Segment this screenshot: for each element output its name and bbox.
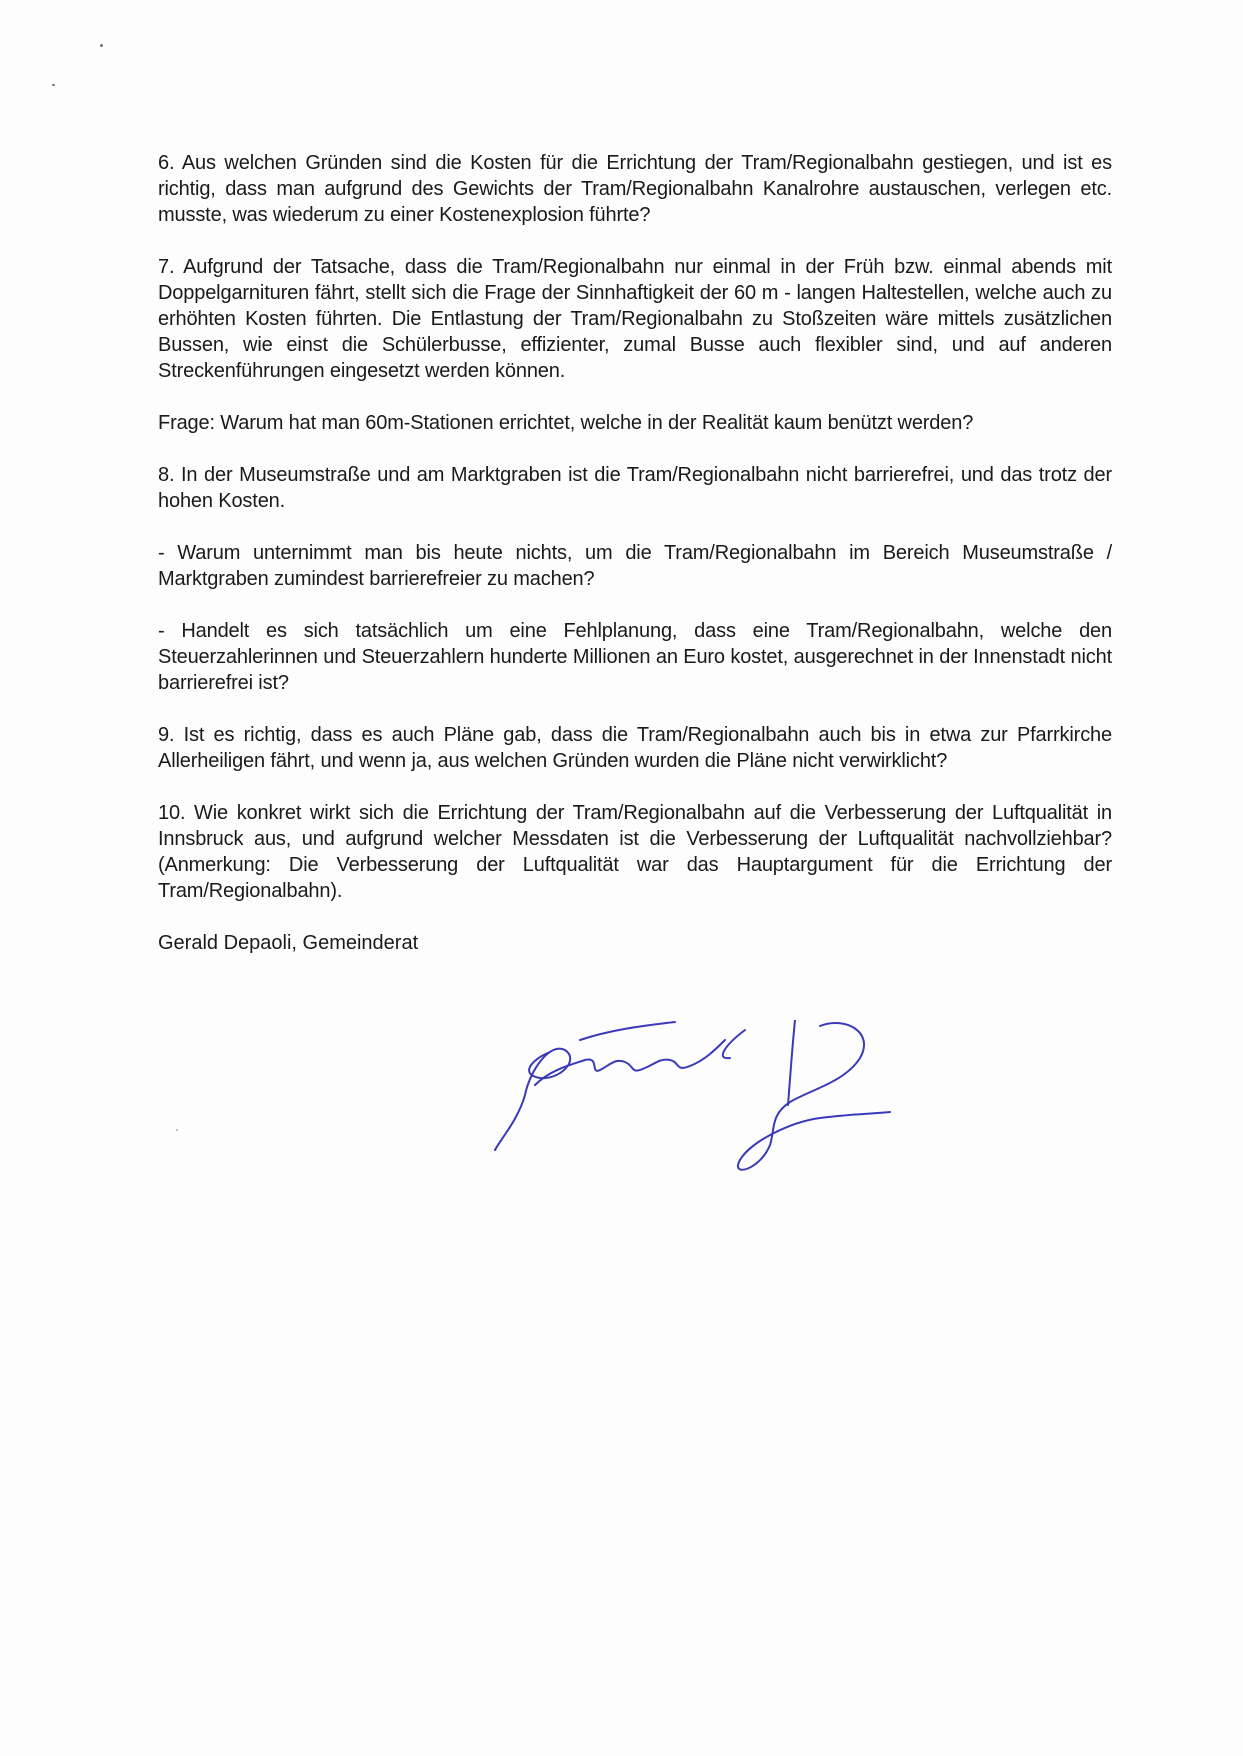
scan-speck [176, 1129, 178, 1131]
question-8: 8. In der Museumstraße und am Marktgraben ist die Tram/Regionalbahn nicht barrierefrei, und das trotz der hohen Kosten. [158, 464, 1112, 512]
question-6: 6. Aus welchen Gründen sind die Kosten für die Errichtung der Tram/Regionalbahn gestiegen, und ist es richtig, dass man aufgrund des Gewichts der Tram/Regionalbahn Kanalrohre austauschen, verlegen etc. musste, was wiederum zu einer Kostenexplosion führte? [158, 152, 1112, 226]
handwritten-signature-icon [490, 1020, 950, 1180]
question-7: 7. Aufgrund der Tatsache, dass die Tram/Regionalbahn nur einmal in der Früh bzw. einmal abends mit Doppelgarnituren fährt, stellt sich die Frage der Sinnhaftigkeit der 60 m - langen Haltestellen, welche auch zu erhöhten Kosten führten. Die Entlastung der Tram/Regionalbahn zu Stoßzeiten wäre mittels zusätzlichen Bussen, wie einst die Schülerbusse, effizienter, zumal Busse auch flexibler sind, und auf anderen Streckenführungen eingesetzt werden können. [158, 256, 1112, 382]
signature-strokes [495, 1020, 890, 1170]
question-8-sub-2: - Handelt es sich tatsächlich um eine Fehlplanung, dass eine Tram/Regionalbahn, welche den Steuerzahlerinnen und Steuerzahlern hunderte Millionen an Euro kostet, ausgerechnet in der Innenstadt nicht barrierefrei ist? [158, 620, 1112, 694]
question-10: 10. Wie konkret wirkt sich die Errichtung der Tram/Regionalbahn auf die Verbesserung der Luftqualität in Innsbruck aus, und aufgrund welcher Messdaten ist die Verbesserung der Luftqualität nachvollziehbar? (Anmerkung: Die Verbesserung der Luftqualität war das Hauptargument für die Errichtung der Tram/Regionalbahn). [158, 802, 1112, 902]
scan-speck [100, 44, 103, 47]
question-9: 9. Ist es richtig, dass es auch Pläne gab, dass die Tram/Regionalbahn auch bis in etwa zur Pfarrkirche Allerheiligen fährt, und wenn ja, aus welchen Gründen wurden die Pläne nicht verwirklicht? [158, 724, 1112, 772]
signatory-name: Gerald Depaoli, Gemeinderat [158, 932, 419, 954]
scan-speck [52, 84, 55, 86]
question-7-follow-up: Frage: Warum hat man 60m-Stationen errichtet, welche in der Realität kaum benützt werden? [158, 412, 974, 434]
question-8-sub-1: - Warum unternimmt man bis heute nichts, um die Tram/Regionalbahn im Bereich Museumstraße / Marktgraben zumindest barrierefreier zu machen? [158, 542, 1112, 590]
document-body [158, 150, 1112, 956]
